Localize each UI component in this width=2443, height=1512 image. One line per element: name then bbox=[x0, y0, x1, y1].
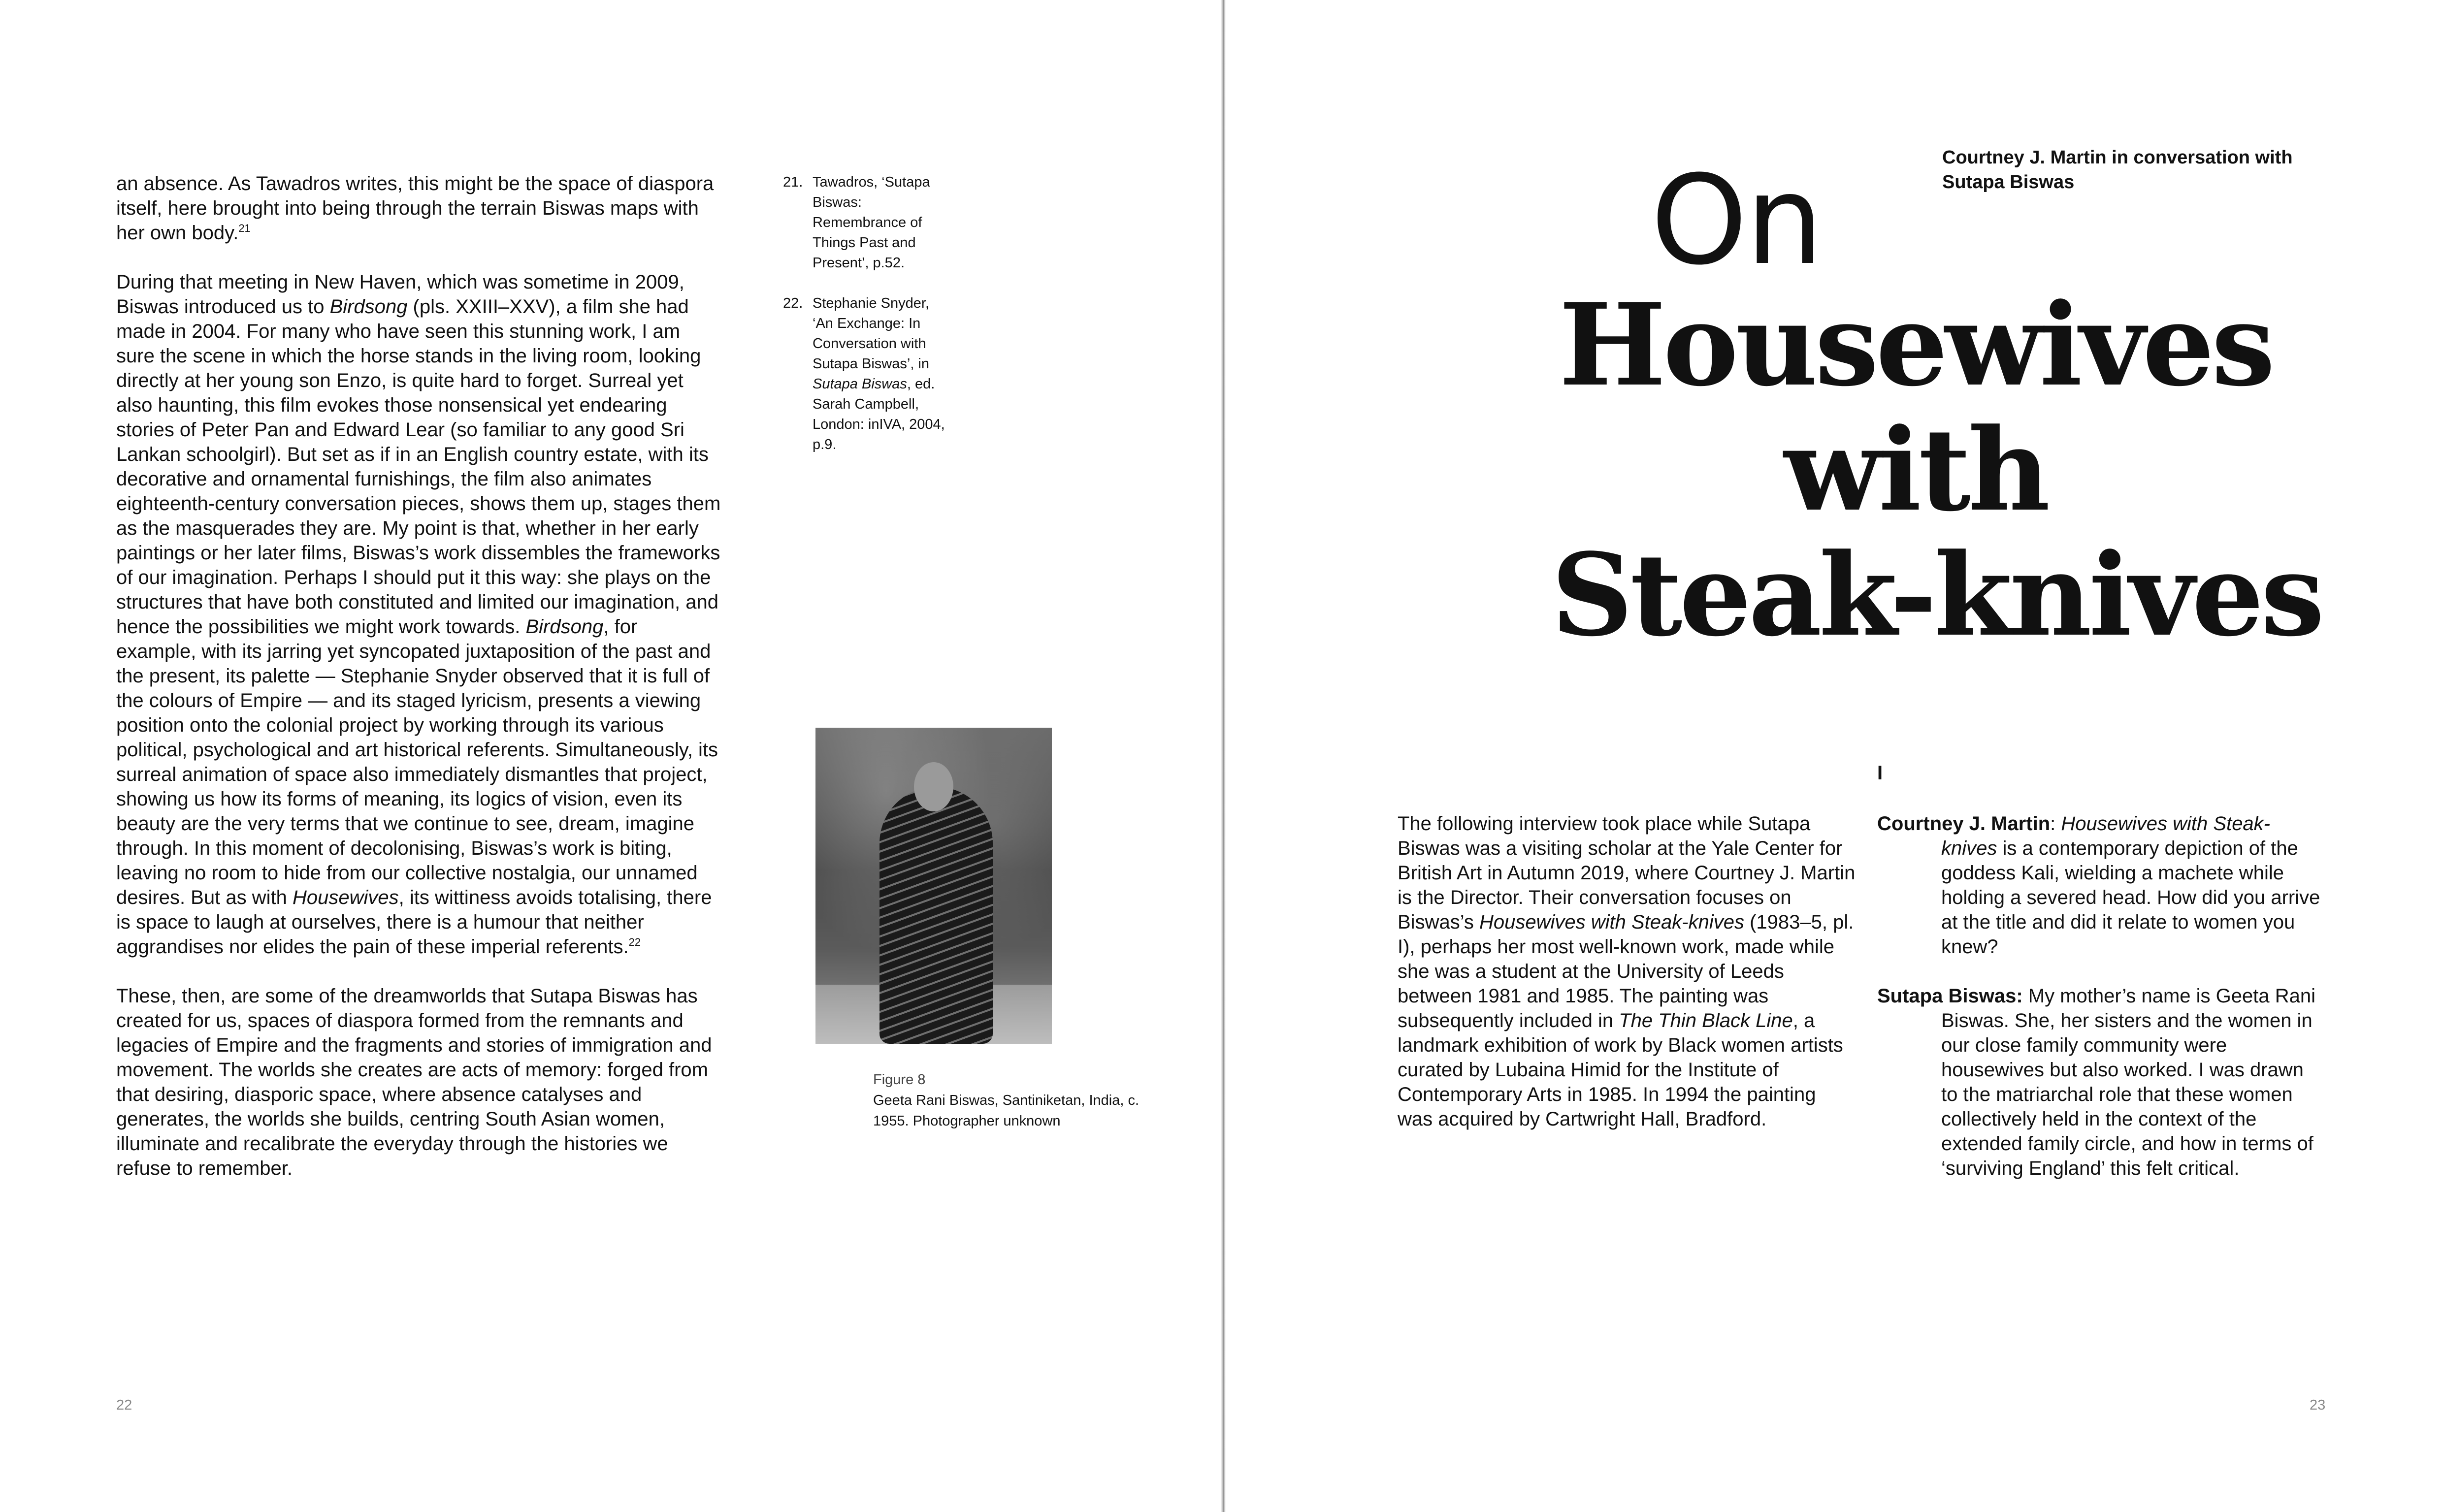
paragraph-text: These, then, are some of the dreamworlds that Sutapa Biswas has created for us, spaces of diaspora formed from the remnants and legacies of Empire and the fragments and stories of immigration and movement. The worlds she creates are acts of memory: forged from that desiring, diasporic space, where absence catalyses and generates, the worlds she builds, centring South Asian women, illuminate and recalibrate the everyday through the histories we refuse to remember. bbox=[116, 985, 712, 1179]
figure-caption bbox=[873, 1069, 1149, 1131]
paragraph-text: During that meeting in New Haven, which was sometime in 2009, Biswas introduced us to bbox=[116, 271, 684, 318]
footnotes bbox=[783, 172, 945, 475]
left-page bbox=[0, 0, 1221, 1512]
title-prefix: On bbox=[1651, 149, 1822, 292]
page-number-left: 22 bbox=[116, 1397, 132, 1413]
answer-text: is a contemporary depiction of the goddess Kali, wielding a machete while holding a severed head. How did you arrive at the title and did it relate to women you knew? bbox=[1941, 837, 2320, 958]
figure-caption-text: Geeta Rani Biswas, Santiniketan, India, c. 1955. Photographer unknown bbox=[873, 1093, 1140, 1129]
essay-paragraph bbox=[116, 984, 722, 1181]
italic-text: Sutapa Biswas bbox=[813, 376, 907, 392]
paragraph-text: an absence. As Tawadros writes, this might be the space of diaspora itself, here brought into being through the terrain Biswas maps with her own body. bbox=[116, 173, 714, 244]
interview-body bbox=[1877, 811, 2320, 1205]
figure-label: Figure 8 bbox=[873, 1072, 926, 1088]
photo-figure-sari bbox=[879, 787, 993, 1044]
intro-text: (1983–5, pl. I), perhaps her most well-known work, made while she was a student at the University of Leeds between 1981 and 1985. The painting was subsequently included in bbox=[1398, 911, 1854, 1031]
intro-text: , a landmark exhibition of work by Black women artists curated by Lubaina Himid for the Institute of Contemporary Arts in 1985. In 1994 the painting was acquired by Cartwright Hall, Bradford. bbox=[1398, 1010, 1843, 1130]
footnote bbox=[783, 293, 945, 455]
paragraph-text: (pls. XXIII–XXV), a film she had made in 2004. For many who have seen this stunning work, I am sure the scene in which the horse stands in the living room, looking directly at her young son Enzo, is quite hard to forget. Surreal yet also haunting, this film evokes those nonsensical yet endearing stories of Peter Pan and Edward Lear (so familiar to any good Sri Lankan schoolgirl). But set as if in an English country estate, with its decorative and ornamental furnishings, the film also animates eighteenth-century conversation pieces, shows them up, stages them as the masquerades they are. My point is that, whether in her early paintings or her later films, Biswas’s work dissembles the frameworks of our imagination. Perhaps I should put it this way: she plays on the structures that have both constituted and limited our imagination, and hence the possibilities we might work towards. bbox=[116, 296, 721, 638]
footnote-ref: 21 bbox=[238, 222, 251, 234]
paragraph-text: , its wittiness avoids totalising, there is space to laugh at ourselves, there is a humour that neither aggrandises nor elides the pain of these imperial referents. bbox=[116, 887, 712, 958]
italic-text: Birdsong bbox=[329, 296, 408, 318]
article-title bbox=[1551, 279, 2322, 662]
footnote-text: Stephanie Snyder, ‘An Exchange: In Conversation with Sutapa Biswas’, in bbox=[813, 295, 930, 372]
byline: Courtney J. Martin in conversation with Sutapa Biswas bbox=[1942, 147, 2293, 193]
title-line-1: Housewives bbox=[1559, 279, 2273, 412]
book-gutter bbox=[1221, 0, 1226, 1512]
essay-paragraph bbox=[116, 270, 722, 959]
answer-text: My mother’s name is Geeta Rani Biswas. She, her sisters and the women in our close family community were housewives but also worked. I was drawn to the matriarchal role that these women collectively held in the context of the extended family circle, and how in terms of ‘surviving England’ this felt critical. bbox=[1941, 985, 2315, 1179]
page-number-right: 23 bbox=[2310, 1397, 2326, 1413]
section-marker: I bbox=[1877, 762, 1883, 784]
interview-turn bbox=[1877, 984, 2320, 1181]
footnote-text: Tawadros, ‘Sutapa Biswas: Remembrance of Things Past and Present’, p.52. bbox=[813, 174, 930, 271]
paragraph-text: , for example, with its jarring yet syncopated juxtaposition of the past and the present, its palette — Stephanie Snyder observed that it is full of the colours of Empire — and its staged lyricism, presents a viewing position onto the colonial project by working through its various political, psychological and art historical referents. Simultaneously, its surreal animation of space also immediately dismantles that project, showing us how its forms of meaning, its logics of vision, even its beauty are the very terms that we continue to see, dream, imagine through. In this moment of decolonising, Biswas’s work is biting, leaving no room to hide from our collective nostalgia, our unnamed desires. But as with bbox=[116, 616, 718, 908]
footnote bbox=[783, 172, 945, 273]
essay-paragraph bbox=[116, 171, 722, 245]
italic-text: Birdsong bbox=[525, 616, 604, 638]
interview-intro bbox=[1398, 811, 1856, 1131]
photo-figure-face bbox=[914, 762, 953, 811]
footnote-ref: 22 bbox=[628, 936, 641, 948]
title-line-3: Steak-knives bbox=[1551, 529, 2322, 662]
speaker-name: Sutapa Biswas: bbox=[1877, 985, 2023, 1007]
footnote-text: , ed. Sarah Campbell, London: inIVA, 2004, p.9. bbox=[813, 376, 945, 452]
italic-text: Housewives bbox=[292, 887, 399, 908]
essay-body bbox=[116, 171, 722, 1205]
interview-turn: Courtney J. Martin: Housewives with Steak-knives is a contemporary depiction of the goddess Kali, wielding a machete while holding a severed head. How did you arrive at the title and did it relate to women you knew? bbox=[1877, 813, 2320, 958]
speaker-name: Courtney J. Martin bbox=[1877, 813, 2051, 835]
footnote-number: 21. bbox=[783, 174, 803, 190]
italic-text: Housewives with Steak-knives bbox=[1941, 813, 2270, 859]
footnote-number: 22. bbox=[783, 295, 803, 311]
italic-text: Housewives with Steak-knives bbox=[1479, 911, 1744, 933]
figure-8-photograph bbox=[815, 728, 1052, 1044]
title-line-2: with bbox=[1784, 404, 2048, 537]
italic-text: The Thin Black Line bbox=[1619, 1010, 1793, 1031]
intro-text: The following interview took place while Sutapa Biswas was a visiting scholar at the Yale Center for British Art in Autumn 2019, where Courtney J. Martin is the Director. Their conversation focuses on Biswas’s bbox=[1398, 813, 1856, 933]
